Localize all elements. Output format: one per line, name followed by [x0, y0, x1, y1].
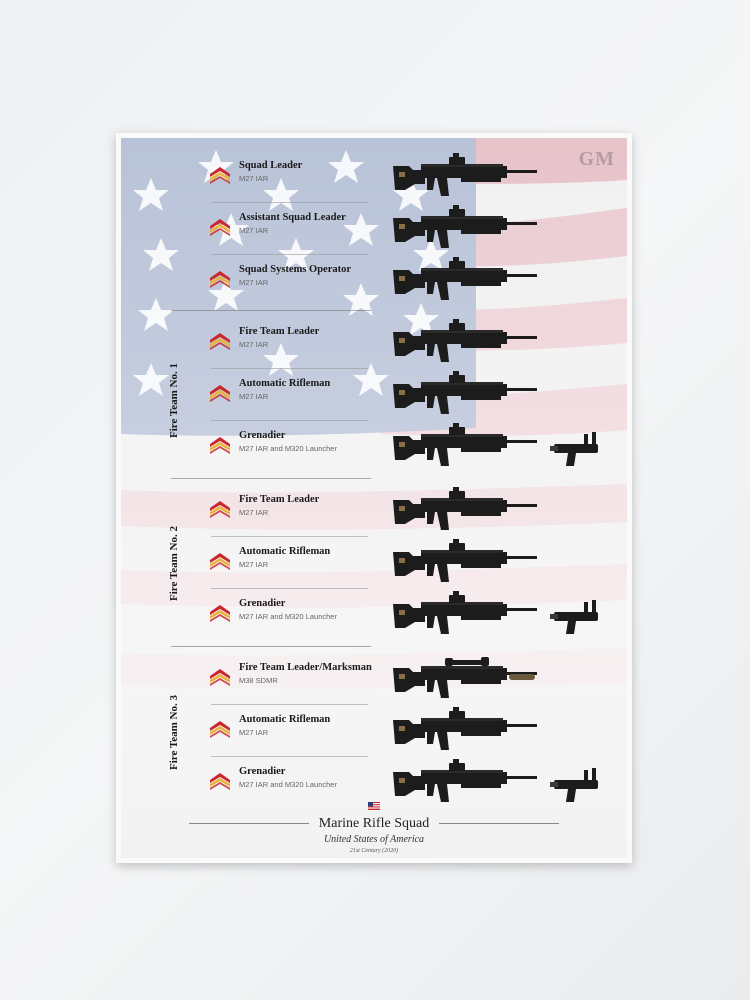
group-divider	[171, 310, 371, 311]
role-title: Grenadier	[239, 598, 286, 609]
squad-role-row	[121, 202, 627, 254]
role-weapon: M27 IAR	[239, 560, 269, 569]
squad-role-row	[121, 254, 627, 306]
role-title: Squad Leader	[239, 160, 303, 171]
squad-role-row	[121, 316, 627, 368]
group-divider	[171, 478, 371, 479]
poster-title: Marine Rifle Squad	[318, 816, 430, 831]
grenade-launcher-illustration	[546, 596, 606, 636]
poster-subtitle: United States of America	[323, 834, 425, 845]
grenade-launcher-illustration	[546, 764, 606, 804]
team-label-1: Fire Team No. 1	[168, 363, 180, 438]
role-weapon: M27 IAR and M320 Launcher	[239, 780, 337, 789]
corporal-chevron-icon	[209, 436, 231, 454]
role-weapon: M27 IAR	[239, 728, 269, 737]
corporal-chevron-icon	[209, 332, 231, 350]
corporal-chevron-icon	[209, 218, 231, 236]
role-weapon: M27 IAR	[239, 340, 269, 349]
squad-role-row	[121, 536, 627, 588]
grenade-launcher-illustration	[546, 428, 606, 468]
rifle-illustration	[391, 590, 541, 638]
artist-monogram: GM	[578, 148, 615, 170]
rifle-illustration	[391, 654, 541, 702]
role-weapon: M27 IAR	[239, 278, 269, 287]
rifle-illustration	[391, 706, 541, 754]
role-weapon: M38 SDMR	[239, 676, 278, 685]
role-weapon: M27 IAR	[239, 226, 269, 235]
role-title: Squad Systems Operator	[239, 264, 352, 275]
corporal-chevron-icon	[209, 270, 231, 288]
role-title: Fire Team Leader/Marksman	[239, 662, 372, 673]
role-title: Assistant Squad Leader	[239, 212, 346, 223]
team-label-2: Fire Team No. 2	[168, 526, 180, 601]
role-weapon: M27 IAR and M320 Launcher	[239, 612, 337, 621]
role-title: Grenadier	[239, 766, 286, 777]
role-title: Automatic Rifleman	[239, 714, 331, 725]
poster-artwork	[121, 138, 627, 858]
role-title: Fire Team Leader	[239, 494, 320, 505]
corporal-chevron-icon	[209, 384, 231, 402]
rifle-illustration	[391, 204, 541, 252]
role-title: Grenadier	[239, 430, 286, 441]
squad-role-row	[121, 588, 627, 640]
corporal-chevron-icon	[209, 500, 231, 518]
corporal-chevron-icon	[209, 668, 231, 686]
role-title: Automatic Rifleman	[239, 378, 331, 389]
rifle-illustration	[391, 538, 541, 586]
us-flag-icon	[368, 802, 380, 810]
rifle-illustration	[391, 758, 541, 806]
rifle-illustration	[391, 422, 541, 470]
squad-role-row	[121, 484, 627, 536]
squad-role-row	[121, 652, 627, 704]
role-weapon: M27 IAR	[239, 174, 269, 183]
role-title: Fire Team Leader	[239, 326, 320, 337]
role-weapon: M27 IAR	[239, 392, 269, 401]
rifle-illustration	[391, 318, 541, 366]
rifle-illustration	[391, 370, 541, 418]
role-title: Automatic Rifleman	[239, 546, 331, 557]
rifle-illustration	[391, 486, 541, 534]
squad-role-row	[121, 420, 627, 472]
role-weapon: M27 IAR	[239, 508, 269, 517]
corporal-chevron-icon	[209, 720, 231, 738]
corporal-chevron-icon	[209, 772, 231, 790]
squad-role-row	[121, 756, 627, 808]
rifle-illustration	[391, 152, 541, 200]
rifle-illustration	[391, 256, 541, 304]
corporal-chevron-icon	[209, 604, 231, 622]
squad-role-row	[121, 704, 627, 756]
group-divider	[171, 646, 371, 647]
corporal-chevron-icon	[209, 166, 231, 184]
squad-role-row	[121, 150, 627, 202]
role-weapon: M27 IAR and M320 Launcher	[239, 444, 337, 453]
poster-frame	[116, 133, 632, 863]
corporal-chevron-icon	[209, 552, 231, 570]
team-label-3: Fire Team No. 3	[168, 695, 180, 770]
squad-role-row	[121, 368, 627, 420]
poster-era: 21st Century (2020)	[349, 848, 399, 854]
